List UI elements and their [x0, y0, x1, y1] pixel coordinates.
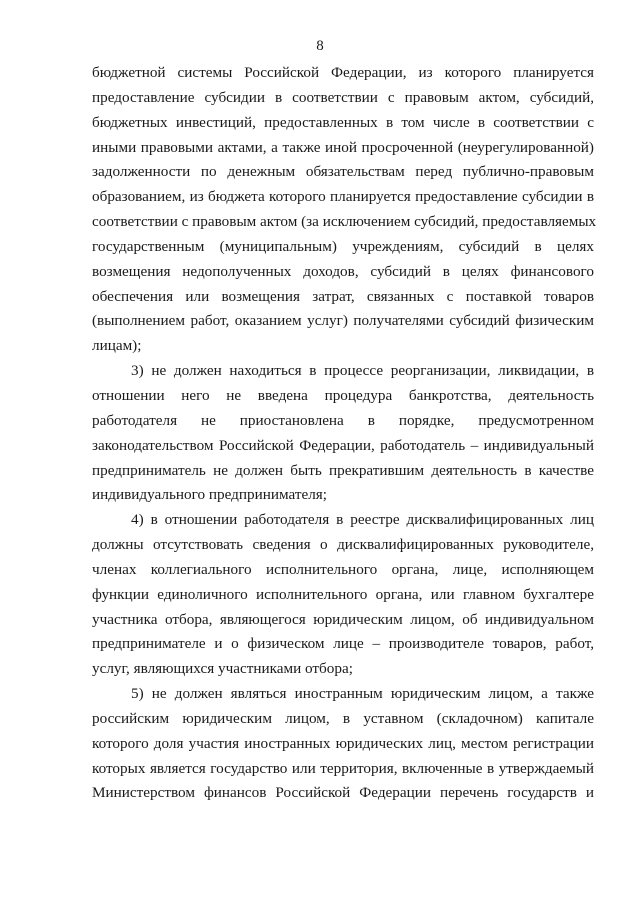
text-line: бюджетных инвестиций, предоставленных в том числе в соответствии с	[92, 113, 594, 131]
document-body	[92, 61, 597, 806]
text-line: российским юридическим лицом, в уставном (складочном) капитале	[92, 709, 594, 727]
text-line: 4) в отношении работодателя в реестре дисквалифицированных лиц	[131, 511, 594, 529]
text-line: работодателя не приостановлена в порядке, предусмотренном	[92, 411, 594, 429]
text-line: которого доля участия иностранных юридических лиц, местом регистрации	[92, 734, 594, 752]
text-line: законодательством Российской Федерации, работодатель – индивидуальный	[92, 436, 594, 454]
paragraph	[92, 359, 594, 508]
text-line: соответствии с правовым актом (за исключением субсидий, предоставляемых	[92, 213, 597, 231]
text-line: возмещения недополученных доходов, субсидий в целях финансового	[92, 262, 594, 280]
text-line: лицам);	[92, 337, 142, 355]
paragraph	[92, 61, 597, 359]
text-line: должны отсутствовать сведения о дисквалифицированных руководителе,	[92, 536, 594, 554]
paragraph	[92, 682, 594, 806]
text-line: 3) не должен находиться в процессе реорганизации, ликвидации, в	[131, 362, 594, 380]
text-line: участника отбора, являющегося юридическим лицом, об индивидуальном	[92, 610, 594, 628]
text-line: бюджетной системы Российской Федерации, из которого планируется	[92, 64, 594, 81]
text-line: членах коллегиального исполнительного органа, лице, исполняющем	[92, 560, 594, 578]
text-line: предпринимателе и о физическом лице – производителе товаров, работ,	[92, 635, 594, 653]
text-line: индивидуального предпринимателя;	[92, 486, 327, 504]
text-line: образованием, из бюджета которого планируется предоставление субсидии в	[92, 188, 594, 206]
text-line: обеспечения или возмещения затрат, связанных с поставкой товаров	[92, 287, 594, 305]
text-line: предоставление субсидии в соответствии с правовым актом, субсидий,	[92, 88, 594, 106]
text-line: задолженности по денежным обязательствам перед публично-правовым	[92, 163, 594, 181]
text-line: функции единоличного исполнительного органа, или главном бухгалтере	[92, 585, 594, 603]
text-line: Министерством финансов Российской Федерации перечень государств и	[92, 784, 594, 802]
text-line: услуг, являющихся участниками отбора;	[92, 660, 353, 678]
text-line: отношении него не введена процедура банкротства, деятельность	[92, 386, 594, 404]
text-line: предприниматель не должен быть прекратившим деятельность в качестве	[92, 461, 594, 479]
text-line: государственным (муниципальным) учреждениям, субсидий в целях	[92, 237, 594, 255]
paragraph	[92, 508, 594, 682]
text-line: (выполнением работ, оказанием услуг) получателями субсидий физическим	[92, 312, 594, 330]
page-number: 8	[316, 38, 324, 54]
text-line: 5) не должен являться иностранным юридическим лицом, а также	[131, 685, 594, 703]
text-line: иными правовыми актами, а также иной просроченной (неурегулированной)	[92, 138, 594, 156]
text-line: которых является государство или территория, включенные в утверждаемый	[92, 759, 594, 777]
